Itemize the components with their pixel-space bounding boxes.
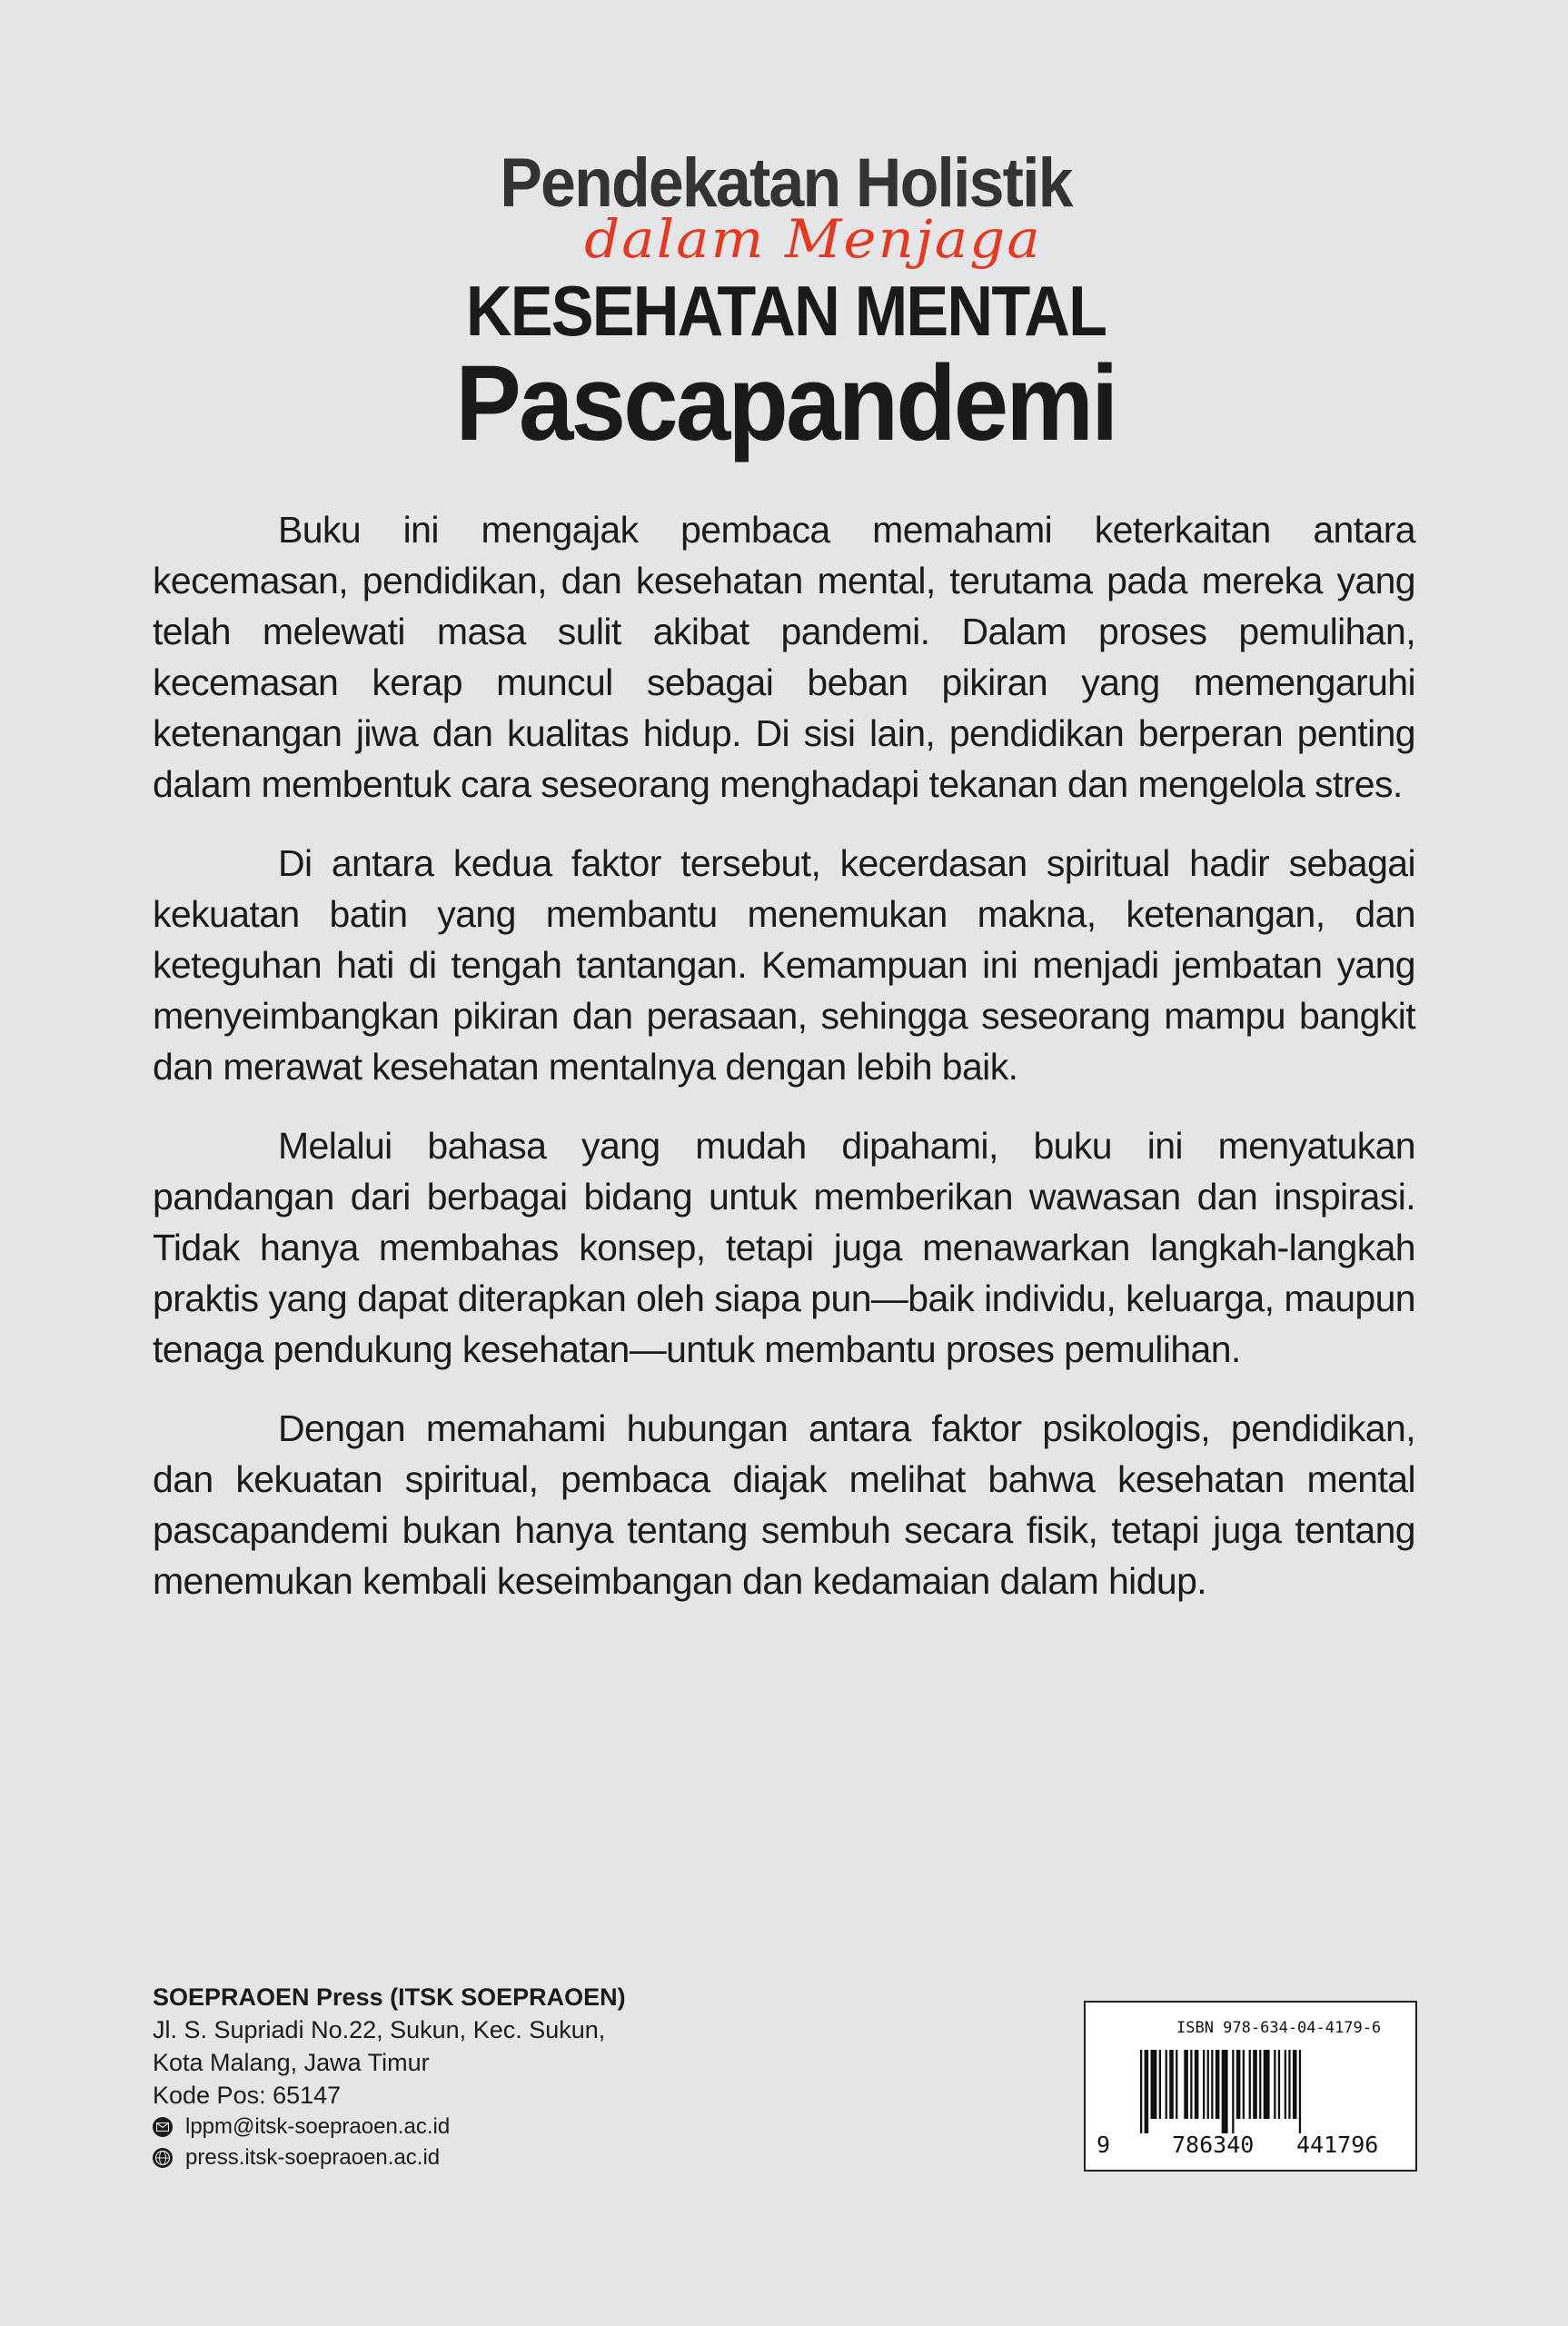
barcode-bar <box>1285 2050 1286 2119</box>
barcode-bar <box>1176 2050 1177 2119</box>
barcode-bar <box>1195 2050 1199 2119</box>
publisher-address-2: Kota Malang, Jawa Timur <box>153 2049 430 2076</box>
envelope-icon <box>153 2117 173 2137</box>
barcode-bar <box>1151 2050 1157 2119</box>
barcode-bar <box>1166 2050 1167 2119</box>
synopsis-paragraph-2: Di antara kedua faktor tersebut, kecerdasan spiritual hadir sebagai kekuatan batin yang membantu menemukan makna, ketenangan, dan keteguhan hati di tengah tantangan. Kemampuan ini menjadi jembatan yang menyeimbangkan pikiran dan perasaan, sehingga seseorang mampu bangkit dan merawat kesehatan mentalnya dengan lebih baik. <box>153 842 1415 1088</box>
title-line-4: Pascapandemi <box>455 343 1116 463</box>
barcode-bar <box>1216 2050 1220 2119</box>
barcode-bar <box>1207 2050 1209 2119</box>
isbn-barcode-box <box>1084 2001 1417 2172</box>
synopsis-paragraph-1: Buku ini mengajak pembaca memahami keterkaitan antara kecemasan, pendidikan, dan kesehatan mental, terutama pada mereka yang telah melewati masa sulit akibat pandemi. Dalam proses pemulihan, kecemasan kerap muncul sebagai beban pikiran yang memengaruhi ketenangan jiwa dan kualitas hidup. Di sisi lain, pendidikan berperan penting dalam membentuk cara seseorang menghadapi tekanan dan mengelola stres. <box>153 509 1415 805</box>
barcode-bar <box>1249 2050 1251 2119</box>
book-title <box>413 144 1158 463</box>
barcode-bar <box>1222 2050 1228 2133</box>
barcode-bar <box>1190 2050 1192 2119</box>
barcode-bar <box>1253 2050 1257 2119</box>
barcode-bar <box>1232 2050 1234 2133</box>
title-line-3: KESEHATAN MENTAL <box>465 271 1107 351</box>
barcode-bar <box>1145 2050 1149 2133</box>
barcode-digit-first: 9 <box>1097 2132 1111 2158</box>
barcode-bar <box>1299 2050 1301 2133</box>
barcode-bar <box>1140 2050 1142 2133</box>
barcode-bar <box>1169 2050 1174 2119</box>
barcode-bar <box>1159 2050 1161 2119</box>
publisher-email-row <box>153 2112 716 2142</box>
synopsis-paragraph-4: Dengan memahami hubungan antara faktor psikologis, pendidikan, dan kekuatan spiritual, pembaca diajak melihat bahwa kesehatan mental pascapandemi bukan hanya tentang sembuh secara fisik, tetapi juga tentang menemukan kembali keseimbangan dan kedamaian dalam hidup. <box>153 1407 1415 1602</box>
barcode-digits-left: 786340 <box>1172 2132 1255 2158</box>
publisher-postal-code: Kode Pos: 65147 <box>153 2082 342 2109</box>
publisher-email[interactable]: lppm@itsk-soepraoen.ac.id <box>185 2114 451 2139</box>
barcode <box>1138 2050 1393 2133</box>
barcode-digits-right: 441796 <box>1296 2132 1379 2158</box>
barcode-bar <box>1264 2050 1270 2119</box>
barcode-bar <box>1274 2050 1275 2119</box>
publisher-address-1: Jl. S. Supriadi No.22, Sukun, Kec. Sukun, <box>153 2016 606 2043</box>
barcode-bar <box>1203 2050 1205 2119</box>
barcode-bar <box>1211 2050 1213 2119</box>
title-line-1: Pendekatan Holistik <box>500 144 1072 222</box>
publisher-website[interactable]: press.itsk-soepraoen.ac.id <box>185 2145 441 2170</box>
barcode-bar <box>1293 2050 1297 2119</box>
barcode-bar <box>1184 2050 1188 2119</box>
barcode-bar <box>1243 2050 1245 2119</box>
title-line-2-script: dalam Menjaga <box>584 208 1042 270</box>
barcode-bar <box>1259 2050 1261 2119</box>
barcode-bar <box>1288 2050 1290 2119</box>
synopsis <box>153 504 1415 1635</box>
isbn-label: ISBN 978-634-04-4179-6 <box>1176 2019 1382 2037</box>
barcode-bar <box>1278 2050 1280 2119</box>
publisher-website-row <box>153 2142 716 2173</box>
synopsis-paragraph-3: Melalui bahasa yang mudah dipahami, buku ini menyatukan pandangan dari berbagai bidang untuk memberikan wawasan dan inspirasi. Tidak hanya membahas konsep, tetapi juga menawarkan langkah-langkah praktis yang dapat diterapkan oleh siapa pun—baik individu, keluarga, maupun tenaga pendukung kesehatan—untuk membantu proses pemulihan. <box>153 1125 1415 1370</box>
publisher-name: SOEPRAOEN Press (ITSK SOEPRAOEN) <box>153 1983 626 2011</box>
globe-www-icon <box>153 2148 173 2168</box>
barcode-bar <box>1236 2050 1241 2119</box>
publisher-info <box>153 1981 716 2173</box>
